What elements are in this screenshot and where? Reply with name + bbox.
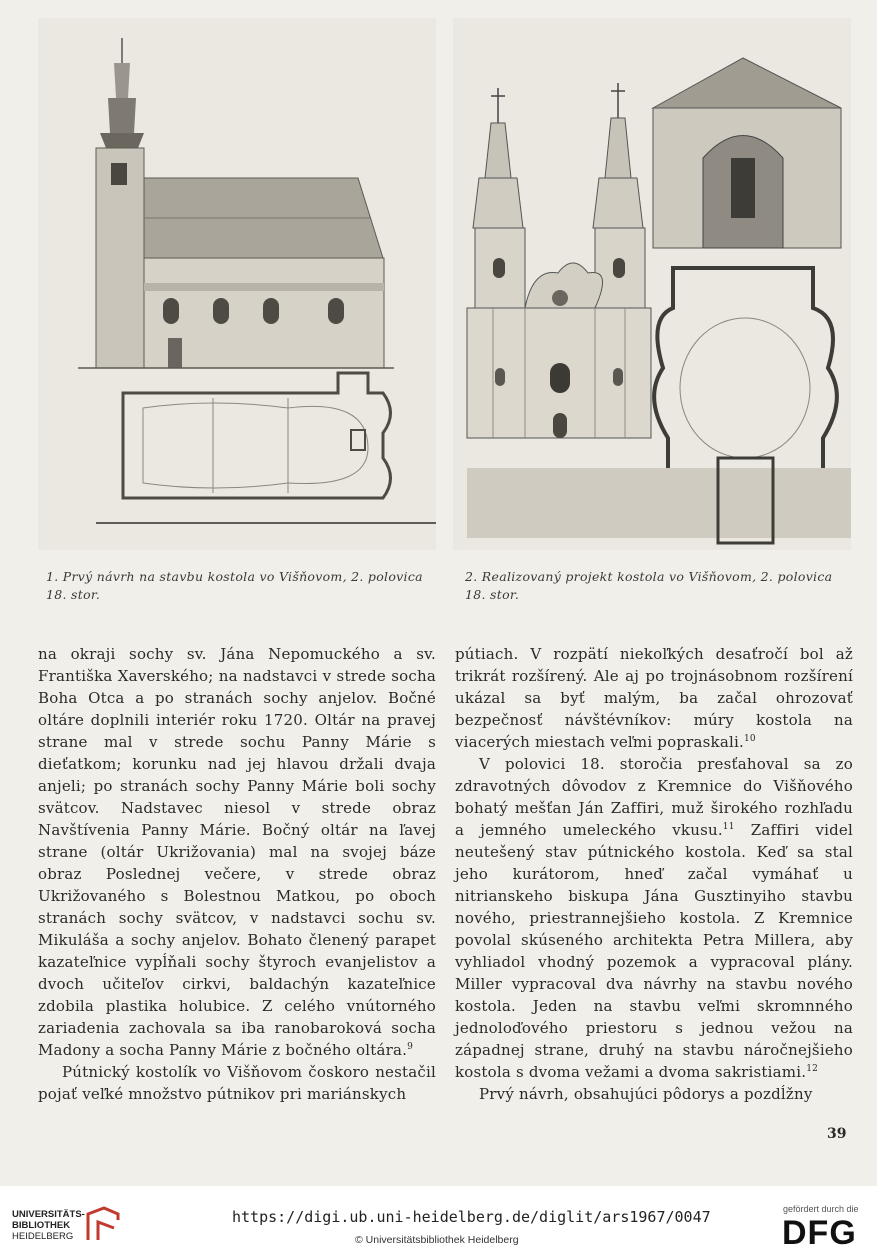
figure-2-caption: 2. Realizovaný projekt kostola vo Višňovom, 2. polovica 18. stor. bbox=[465, 569, 833, 602]
right-column bbox=[455, 643, 853, 1105]
footer-banner bbox=[0, 1186, 877, 1258]
paragraph: V polovici 18. storočia presťahoval sa zo zdravotných dôvodov z Kremnice do Višňového bohatý mešťan Ján Zaffiri, muž širokého rozhľadu a jemného umeleckého vkusu.$^{11}$ Zaffiri videl neutešený stav pútnického kostola. Keď sa stal jeho kurátorom, hneď začal vymáhať u nitrianskeho biskupa Jána Gusztinyiho stavbu nového, priestrannejšieho kostola. Z Kremnice povolal skúseného architekta Petra Millera, aby vyhliadol vhodný pozemok a vypracoval plány. Miller vypracoval dva návrhy na stavbu nového kostola. Jeden na stavbu veľmi skromnného jednoloďového priestoru s jednou vežou na západnej strane, druhý na stavbu náročnejšieho kostola s dvoma vežami a dvoma sakristiami.$^{12}$ bbox=[455, 755, 853, 1081]
figure-1-caption: 1. Prvý návrh na stavbu kostola vo Višňovom, 2. polovica 18. stor. bbox=[46, 569, 423, 602]
funding-note: gefördert durch die bbox=[783, 1204, 859, 1214]
paragraph: pútiach. V rozpätí niekoľkých desaťročí bol až trikrát rozšírený. Ale aj po trojnásobnom rozšírení ukázal sa byť malým, ba začal ohrozovať bezpečnosť návštévníkov: múry kostola na viacerých miestach veľmi popraskali.$^{10}$ bbox=[455, 645, 853, 751]
library-logo[interactable]: UNIVERSITÄTS- BIBLIOTHEK HEIDELBERG bbox=[12, 1209, 85, 1242]
footnote-ref: 11 bbox=[722, 822, 735, 832]
dfg-logo[interactable]: DFG bbox=[782, 1214, 857, 1252]
paragraph: na okraji sochy sv. Jána Nepomuckého a sv. Františka Xaverského; na nadstavci v strede socha Boha Otca a po stranách sochy anjelov. Bočné oltáre doplnili interiér roku 1720. Oltár na pravej strane mal v strede sochu Panny Márie s dieťatkom; korunku nad jej hlavou držali dvaja anjeli; po stranách sochy Panny Márie boli sochy svätcov. Nadstavec niesol v strede obraz Navštívenia Panny Márie. Bočný oltár na ľavej strane (oltár Ukrižovania) mal na svojej báze obraz Poslednej večere, v strede obraz Ukrižovaného s Bolestnou Matkou, po oboch stranách sochy svätcov, v nadstavci sochu sv. Mikuláša a sochy anjelov. Bohato členený parapet kazateľnice vypĺňali sochy štyroch evanjelistov a dvoch učiteľov cirkvi, baldachýn kazateľnice zdobila plastika holubice. Z celého vnútorného zariadenia zachovala sa iba ranobaroková socha Madony a socha Panny Márie z bočného oltára.$^9$ bbox=[38, 645, 436, 1059]
paragraph: Pútnický kostolík vo Višňovom čoskoro nestačil pojať veľké množstvo pútnikov pri mariánskych bbox=[38, 1063, 436, 1103]
figure-1-image bbox=[38, 18, 436, 550]
footnote-ref: 10 bbox=[743, 734, 756, 744]
library-emblem-icon bbox=[84, 1206, 122, 1242]
footnote-ref: 9 bbox=[407, 1042, 414, 1052]
copyright-notice: © Universitätsbibliothek Heidelberg bbox=[355, 1234, 519, 1246]
permalink-url[interactable]: https://digi.ub.uni-heidelberg.de/diglit/ars1967/0047 bbox=[232, 1208, 711, 1226]
left-column bbox=[38, 643, 436, 1105]
footnote-ref: 12 bbox=[806, 1064, 819, 1074]
paragraph: Prvý návrh, obsahujúci pôdorys a pozdĺžny bbox=[479, 1085, 813, 1103]
page-number: 39 bbox=[827, 1126, 847, 1142]
figure-2-image bbox=[453, 18, 851, 550]
